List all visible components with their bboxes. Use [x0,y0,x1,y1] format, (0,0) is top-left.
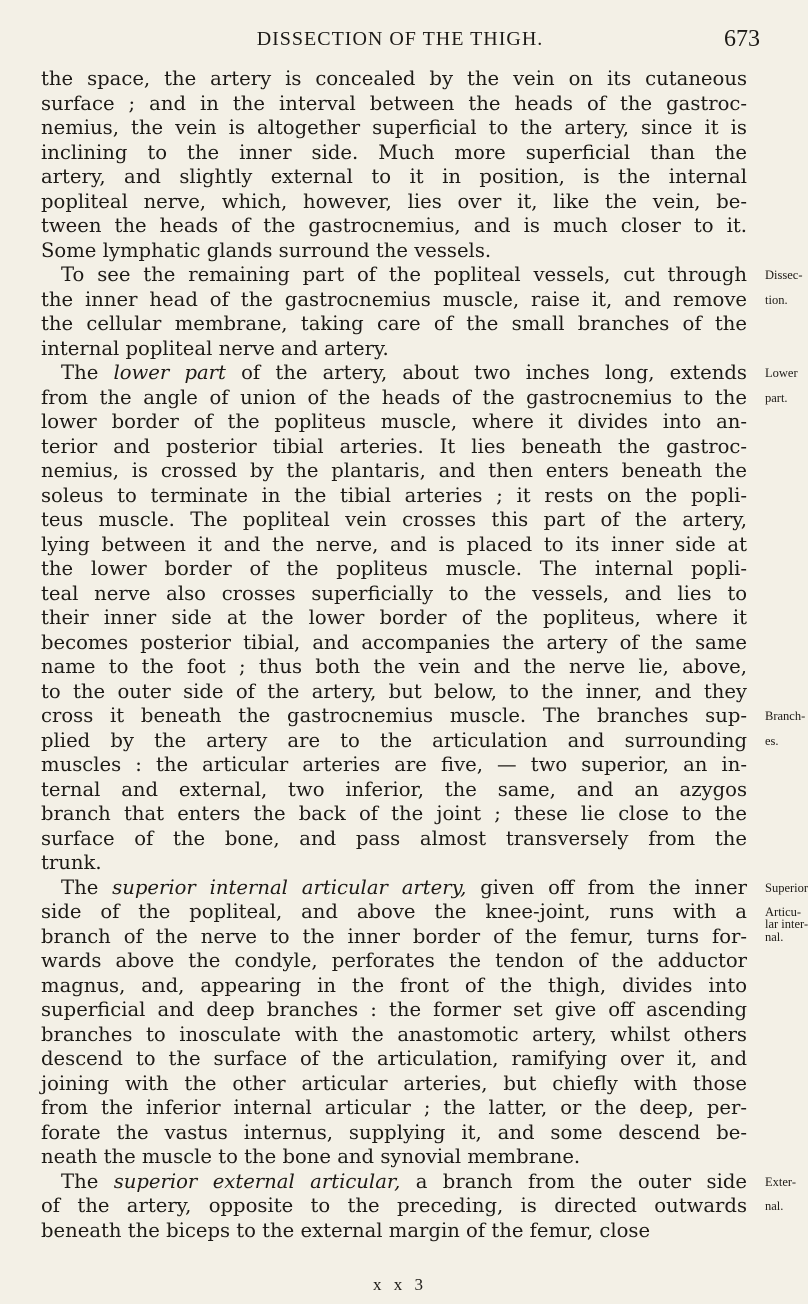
text-line: teal nerve also crosses superficially to the vessels, and lies to [41,581,747,605]
text-line: The superior internal articular artery, given off from the inner [61,875,747,899]
margin-note: Lower [765,366,798,380]
text-line: branch that enters the back of the joint ; these lie close to the [41,802,747,825]
text-line: joining with the other articular arteries, but chiefly with those [41,1071,747,1095]
text-line: teus muscle. The popliteal vein crosses this part of the artery, [41,508,747,531]
text-line: soleus to terminate in the tibial arteries ; it rests on the popli- [41,483,747,507]
text-line: branches to inosculate with the anastomotic artery, whilst others [41,1022,747,1046]
text-line: side of the popliteal, and above the knee-joint, runs with a [41,900,747,923]
text-line: internal popliteal nerve and artery. [41,336,389,360]
text-line: nemius, the vein is altogether superficial to the artery, since it is [41,116,747,139]
signature-mark: x x 3 [373,1275,427,1294]
margin-note: Branch- [765,709,806,723]
text-line: their inner side at the lower border of the popliteus, where it [41,606,747,629]
text-line: trunk. [41,851,102,874]
text-line: the inner head of the gastrocnemius muscle, raise it, and remove [41,287,747,311]
text-line: from the inferior internal articular ; the latter, or the deep, per- [41,1096,747,1119]
text-line: ternal and external, two inferior, the same, and an azygos [41,777,747,801]
text-line: of the artery, opposite to the preceding, is directed outwards [41,1194,747,1217]
page-header [40,24,760,56]
text-line: wards above the condyle, perforates the tendon of the adductor [41,949,747,972]
text-line: forate the vastus internus, supplying it, and some descend be- [41,1120,747,1144]
text-line: popliteal nerve, which, however, lies over it, like the vein, be- [41,189,747,213]
text-line: name to the foot ; thus both the vein and the nerve lie, above, [41,655,747,678]
text-line: terior and posterior tibial arteries. It lies beneath the gastroc- [41,434,747,458]
text-line: descend to the surface of the articulation, ramifying over it, and [41,1047,747,1070]
margin-note: Articu- [765,905,802,919]
text-line: from the angle of union of the heads of the gastrocnemius to the [41,385,747,409]
text-line: becomes posterior tibial, and accompanies the artery of the same [41,630,747,654]
running-title: DISSECTION OF THE THIGH. [256,28,544,50]
text-line: branch of the nerve to the inner border of the femur, turns for- [41,924,747,948]
text-line: muscles : the articular arteries are five, — two superior, an in- [41,753,747,776]
margin-note: Superior [765,880,808,895]
text-line: The lower part of the artery, about two inches long, extends [61,361,747,384]
text-line: cross it beneath the gastrocnemius muscle. The branches sup- [41,704,747,727]
text-line: surface ; and in the interval between the heads of the gastroc- [41,91,747,115]
text-line: magnus, and, appearing in the front of the thigh, divides into [41,973,747,997]
text-line: the lower border of the popliteus muscle. The internal popli- [41,557,747,580]
text-line: artery, and slightly external to it in position, is the internal [41,165,747,188]
text-line: surface of the bone, and pass almost transversely from the [41,826,747,850]
text-line: tween the heads of the gastrocnemius, and is much closer to it. [41,214,747,237]
text-line: inclining to the inner side. Much more superficial than the [41,140,747,164]
text-line: Some lymphatic glands surround the vessels. [41,238,492,262]
margin-note: tion. [765,292,788,307]
margin-note: es. [765,733,779,748]
text-line: lower border of the popliteus muscle, where it divides into an- [41,410,747,433]
margin-note: nal. [765,1199,784,1213]
margin-note: Dissec- [765,268,803,282]
text-line: lying between it and the nerve, and is placed to its inner side at [41,532,747,556]
margin-note: nal. [765,929,784,944]
body-text [41,67,747,1243]
margin-note: lar inter- [765,917,808,932]
text-line: neath the muscle to the bone and synovial membrane. [41,1145,581,1168]
text-line: The superior external articular, a branch from the outer side [61,1169,747,1193]
text-line: beneath the biceps to the external margin of the femur, close [41,1218,651,1242]
text-line: nemius, is crossed by the plantaris, and then enters beneath the [41,459,747,482]
margin-note: Exter- [765,1174,796,1189]
margin-note: part. [765,390,788,405]
text-line: plied by the artery are to the articulation and surrounding [41,728,747,752]
text-line: to the outer side of the artery, but below, to the inner, and they [41,679,747,703]
text-line: the space, the artery is concealed by the vein on its cutaneous [41,67,747,90]
text-line: the cellular membrane, taking care of the small branches of the [41,312,747,335]
page-number: 673 [724,26,760,52]
text-line: To see the remaining part of the popliteal vessels, cut through [61,263,747,286]
text-line: superficial and deep branches : the former set give off ascending [41,998,747,1021]
